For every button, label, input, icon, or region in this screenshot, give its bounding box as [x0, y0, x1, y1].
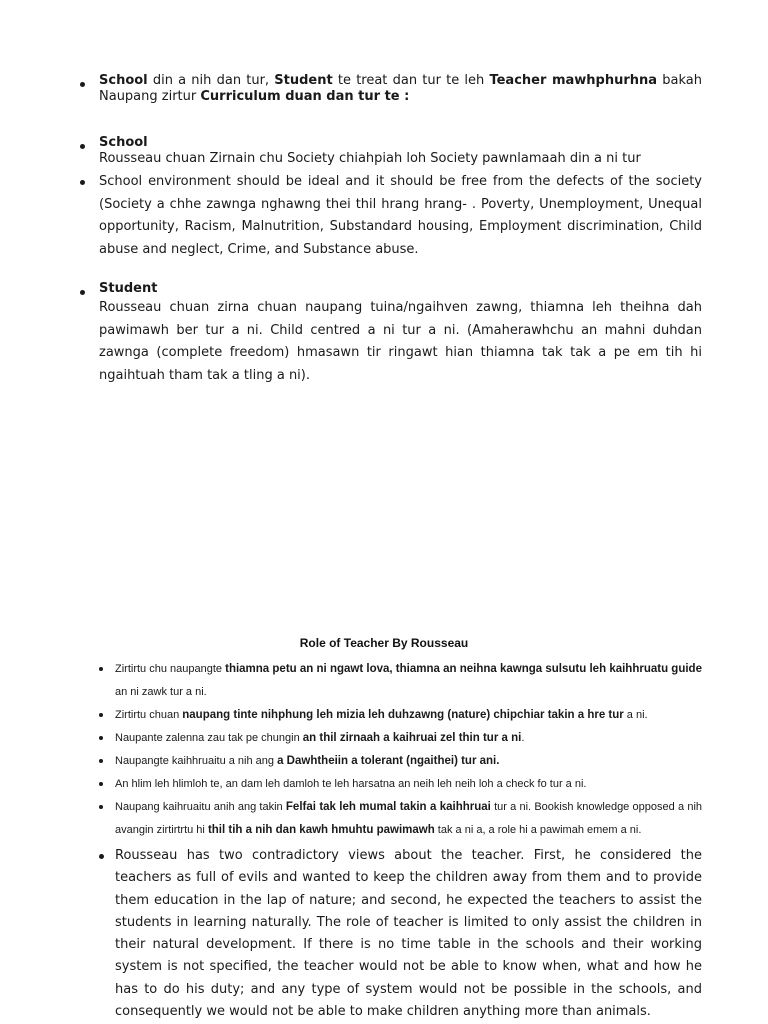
role-list [0, 658, 768, 842]
role-paragraph: Rousseau has two contradictory views about the teacher. First, he considered the teachers as full of evils and wanted to keep the children away from them and to provide them education in the lap of nature; and second, he expected the teachers to assist the students in learning naturally. The role of teacher is limited to only assist the children in their natural development. If there is no time table in the schools and their working system is not specified, the teacher would not be able to know when, what and how he has to do his duty; and any type of system would not be possible in the schools, and consequently we would not be able to make children anything more than animals. [0, 845, 768, 1023]
role-item: Zirtirtu chuan naupang tinte nihphung leh mizia leh duhzawng (nature) chipchiar takin a hre tur a ni. [0, 704, 768, 727]
intro-school-term: School [99, 73, 148, 88]
school-line: Rousseau chuan Zirnain chu Society chiahpiah loh Society pawnlamaah din a ni tur [99, 151, 641, 166]
school-environment-text: School environment should be ideal and it should be free from the defects of the society (Society a chhe zawnga nghawng thei thil hrang hrang- . Poverty, Unemployment, Unequal opportunity, Racism, Malnutrition, Substandard housing, Employment discrimination, Child abuse and neglect, Crime, and Substance abuse. [99, 174, 702, 257]
role-item: Naupante zalenna zau tak pe chungin an thil zirnaah a kaihruai zel thin tur a ni. [0, 727, 768, 750]
intro-teacher-term: Teacher mawhphurhna [489, 73, 658, 88]
student-bullet [0, 281, 768, 387]
intro-curriculum-term: Curriculum duan dan tur te : [200, 89, 410, 104]
school-heading: School [99, 135, 148, 150]
intro-list [0, 73, 768, 105]
student-text: Rousseau chuan zirna chuan naupang tuina/ngaihven zawng, thiamna leh theihna dah pawimawh ber tur a ni. Child centred a ni tur a ni. (Amaherawhchu an mahni duhdan zawnga (complete freedom) hmasawn tir ringawt hian thiamna tak tak a pe em tih hi ngaihtuah tham tak a tling a ni). [99, 300, 702, 383]
student-heading: Student [99, 281, 158, 296]
student-section [0, 281, 768, 387]
role-item: An hlim leh hlimloh te, an dam leh damloh te leh harsatna an neih leh neih loh a check fo tur a ni. [0, 773, 768, 796]
school-environment-bullet [0, 171, 768, 261]
intro-bullet: School din a nih dan tur, Student te treat dan tur te leh Teacher mawhphurhna bakah Naupang zirtur Curriculum duan dan tur te : [0, 73, 768, 105]
school-section [0, 135, 768, 261]
role-title: Role of Teacher By Rousseau [299, 636, 469, 650]
school-bullet [0, 135, 768, 167]
role-item: Naupangte kaihhruaitu a nih ang a Dawhtheiin a tolerant (ngaithei) tur ani. [0, 750, 768, 773]
role-item: Naupang kaihruaitu anih ang takin Felfai tak leh mumal takin a kaihhruai tur a ni. Bookish knowledge opposed a nih avangin zirtirtrtu hi thil tih a nih dan kawh hmuhtu pawimawh tak a ni a, a role hi a pawimah emem a ni. [0, 796, 768, 842]
role-paragraph-list [0, 845, 768, 1023]
role-item: Zirtirtu chu naupangte thiamna petu an ni ngawt lova, thiamna an neihna kawnga sulsutu leh kaihhruatu guide an ni zawk tur a ni. [0, 658, 768, 704]
intro-student-term: Student [274, 73, 333, 88]
